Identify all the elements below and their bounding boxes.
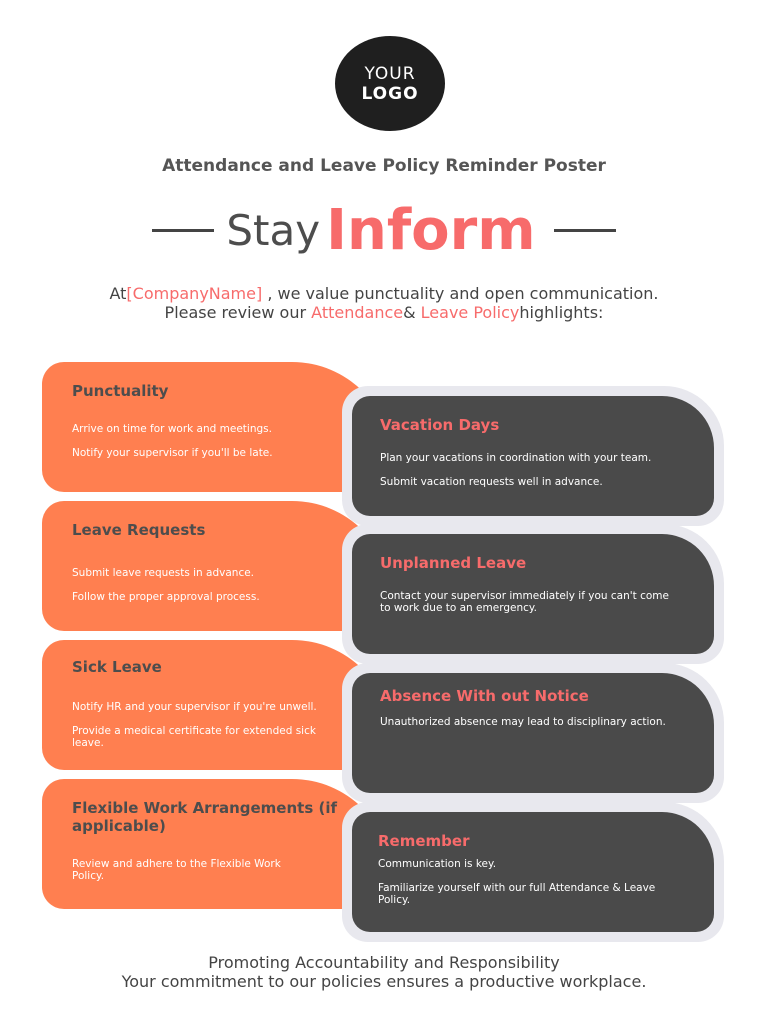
footer-line-1: Promoting Accountability and Responsibility: [208, 953, 560, 972]
card-flexible-work: [42, 779, 392, 909]
card-text: Follow the proper approval process.: [72, 591, 260, 603]
card-text: Notify your supervisor if you'll be late.: [72, 447, 273, 459]
footer-line-2: Your commitment to our policies ensures a productive workplace.: [121, 972, 647, 991]
card-text: Plan your vacations in coordination with your team.: [380, 452, 652, 464]
intro-line2-prefix: Please review our: [164, 303, 312, 322]
card-remember: [342, 802, 724, 942]
company-logo: [335, 36, 445, 131]
card-text: Notify HR and your supervisor if you're unwell.: [72, 701, 317, 713]
card-title: Flexible Work Arrangements (if applicable): [72, 799, 338, 835]
headline-rule-left: [152, 229, 214, 232]
headline: [0, 195, 768, 265]
card-unplanned-leave: [342, 524, 724, 664]
intro-line2-suffix: highlights:: [519, 303, 604, 322]
card-title: Absence With out Notice: [380, 687, 589, 705]
card-title: Vacation Days: [380, 416, 500, 434]
headline-rule-right: [554, 229, 616, 232]
card-text: Familiarize yourself with our full Attendance & Leave Policy.: [378, 882, 656, 906]
card-text: Submit leave requests in advance.: [72, 567, 255, 579]
attendance-highlight: Attendance: [311, 303, 404, 322]
card-text: Submit vacation requests well in advance.: [380, 476, 603, 488]
company-name-placeholder: [CompanyName]: [126, 284, 263, 303]
card-absence-without-notice: [342, 663, 724, 803]
headline-inform: Inform: [326, 197, 536, 263]
leave-policy-highlight: Leave Policy: [420, 303, 520, 322]
intro-text: [0, 284, 768, 322]
card-title: Sick Leave: [72, 658, 162, 676]
card-text: Provide a medical certificate for extended sick leave.: [72, 725, 316, 749]
card-punctuality: [42, 362, 392, 492]
card-title: Leave Requests: [72, 521, 206, 539]
card-sick-leave: [42, 640, 392, 770]
logo-line-1: YOUR: [364, 63, 416, 84]
intro-line-2: [0, 303, 768, 322]
card-title: Remember: [378, 832, 470, 850]
card-title: Punctuality: [72, 382, 169, 400]
card-text: Unauthorized absence may lead to disciplinary action.: [380, 716, 666, 728]
headline-stay: Stay: [226, 205, 321, 255]
card-text: Contact your supervisor immediately if you can't come to work due to an emergency.: [380, 590, 669, 614]
logo-line-2: LOGO: [361, 83, 419, 104]
intro-line-1: [0, 284, 768, 303]
intro-prefix: At: [109, 284, 127, 303]
card-text: Communication is key.: [378, 858, 497, 870]
card-text: Arrive on time for work and meetings.: [72, 423, 272, 435]
card-vacation-days: [342, 386, 724, 526]
card-leave-requests: [42, 501, 392, 631]
card-title: Unplanned Leave: [380, 554, 527, 572]
card-text: Review and adhere to the Flexible Work Policy.: [72, 858, 281, 882]
intro-amp: &: [403, 303, 421, 322]
intro-line1-rest: , we value punctuality and open communication.: [262, 284, 659, 303]
poster-subtitle: Attendance and Leave Policy Reminder Poster: [162, 156, 606, 176]
footer: [0, 953, 768, 991]
